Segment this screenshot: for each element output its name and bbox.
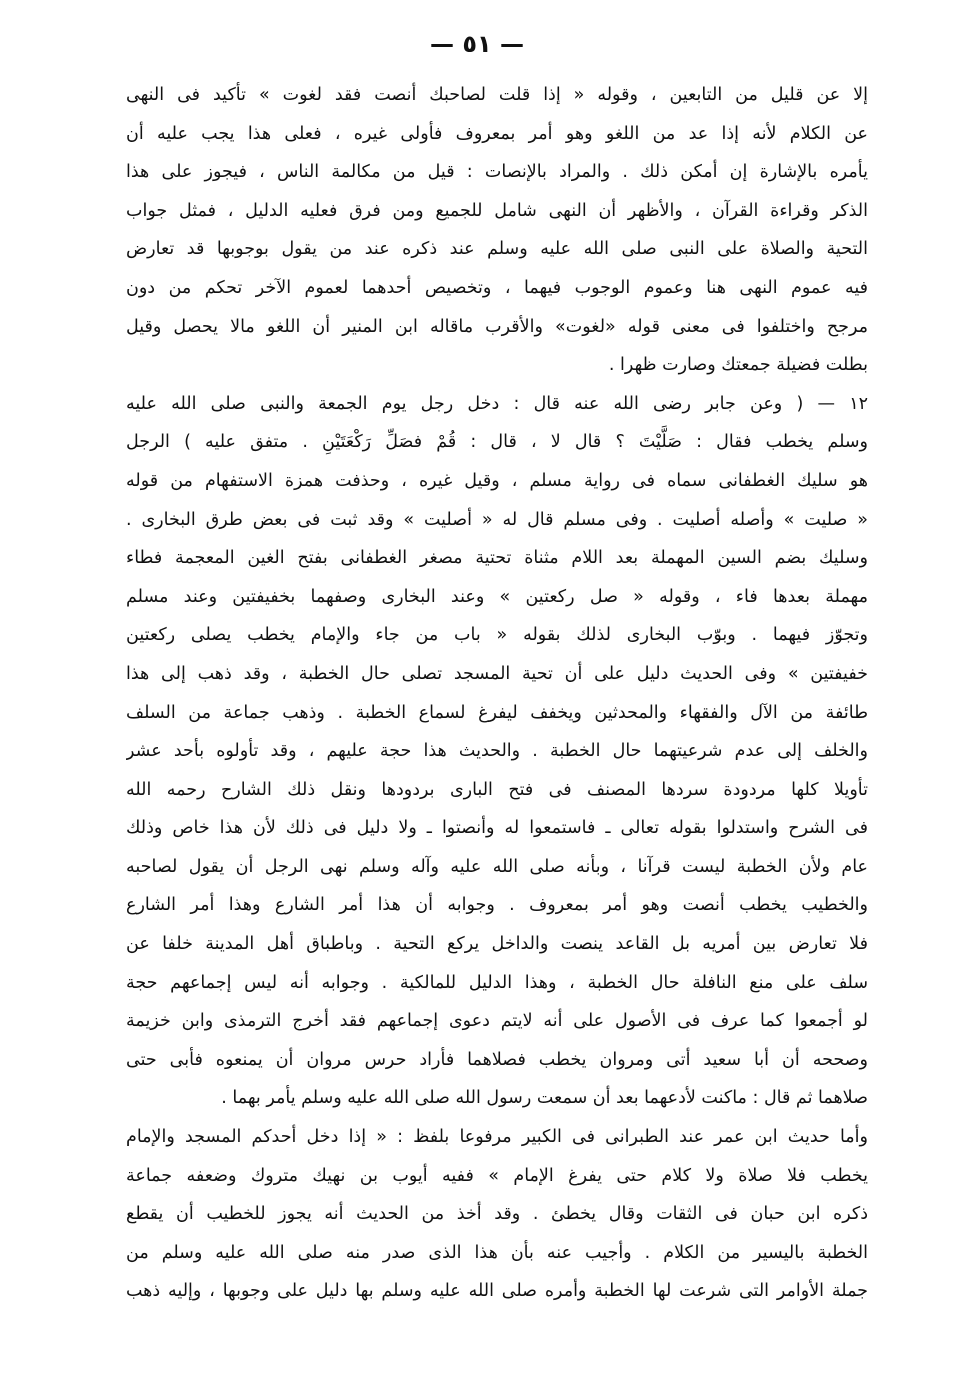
text-line: الخطبة باليسير من الكلام . وأجيب عنه بأن هذا الذى صدر منه صلى الله عليه وسلم من xyxy=(126,1242,868,1263)
page-body-text xyxy=(126,76,868,1311)
text-line: تأويلا كلها مردودة سردها المصنف فى فتح البارى بردودها ونقل ذلك الشارح رحمه الله xyxy=(126,779,868,800)
text-line: عام ولأن الخطبة ليست قرآنا ، وبأنه صلى الله عليه وآله وسلم نهى الرجل أن يقول لصاحبه xyxy=(126,856,868,877)
text-line: مهملة بعدها فاء ، وقوله « صل ركعتين » وعند البخارى وصفهما بخفيفتين وعند مسلم xyxy=(126,586,868,607)
text-line: بطلت فضيلة جمعتك وصارت ظهرا . xyxy=(608,355,868,376)
text-line: والخطيب يخطب أنصت وهو أمر بمعروف . وجوابه أن هذا أمر الشارع وهذا أمر الشارع xyxy=(126,895,868,916)
text-line: جملة الأوامر التى شرعت لها الخطبة وأمره صلى الله عليه وسلم بها دليل على وجوبها ، وإليه ذهب xyxy=(126,1281,868,1302)
text-line: فى الشرح واستدلوا بقوله تعالى ـ فاستمعوا له وأنصتوا ـ ولا دليل فى ذلك لأن هذا خاص وذلك xyxy=(126,818,868,839)
text-line: خفيفتين » وفى الحديث دليل على أن تحية المسجد تصلى حال الخطبة ، وقد ذهب إلى هذا xyxy=(126,663,868,684)
text-line: وأما حديث ابن عمر عند الطبرانى فى الكبير مرفوعا بلفظ : « إذا دخل أحدكم المسجد والإمام xyxy=(126,1127,868,1148)
text-line: مرجح واختلفوا فى معنى قوله «لغوت» والأقرب ماقاله ابن المنير أن اللغو مالا يحصل وقيل xyxy=(126,316,868,337)
text-line: فلا تعارض بين أمريه بل القاعد ينصت والداخل يركع التحية . وباطباق أهل المدينة خلفا عن xyxy=(126,934,868,955)
text-line: ذكره ابن حبان فى الثقات وقال يخطئ . وقد أخذ من الحديث أنه يجوز للخطيب أن يقطع xyxy=(126,1204,868,1225)
text-line: وسلم يخطب فقال : صَلَّيْتَ ؟ قال لا ، قال : قُمْ فصَلِّ رَكْعَتَيْنِ . متفق عليه ) الرجل xyxy=(126,432,868,453)
text-line: « صليت » وأصله أصليت . وفى مسلم قال له « أصليت » وقد ثبت فى بعض طرق البخارى . xyxy=(126,509,868,530)
text-line: وسليك بضم السين المهملة بعد اللام مثناة تحتية مصغر الغطفانى بفتح الغين المعجمة فطاء xyxy=(126,548,868,569)
text-line: لو أجمعوا كما عرف فى الأصول على أنه لايتم دعوى إجماعهم فقد أخرج الترمذى وابن خزيمة xyxy=(126,1011,868,1032)
text-line: يخطب فلا صلاة ولا كلام حتى يفرغ الإمام » ففيه أيوب بن نهيك متروك وضعفه جماعة xyxy=(126,1165,868,1186)
text-line: يأمره بالإشارة إن أمكن ذلك . والمراد بالإنصات : قيل من مكالمة الناس ، فيجوز على هذا xyxy=(126,162,868,183)
text-line: طائفة من الآل والفقهاء والمحدثين ويخفف ليفرغ لسماع الخطبة . وذهب جماعة من السلف xyxy=(126,702,868,723)
text-line: إلا عن قليل من التابعين ، وقوله « إذا قلت لصاحبك أنصت فقد لغوت » تأكيد فى النهى xyxy=(126,85,868,105)
text-line: صلاهما ثم قال : ماكنت لأدعهما بعد أن سمعت رسول الله صلى الله عليه وسلم يأمر بهما . xyxy=(221,1088,868,1109)
text-line: ١٢ — ( وعن جابر رضى الله عنه قال : دخل رجل يوم الجمعة والنبى صلى الله عليه xyxy=(126,393,868,414)
text-line: عن الكلام لأنه إذا عد من اللغو وهو أمر بمعروف فأولى غيره ، فعلى هذا يجب عليه أن xyxy=(126,123,868,144)
page-number: — ٥١ — xyxy=(429,30,524,58)
text-line: فيه عموم النهى هنا وعموم الوجوب فيهما ، وتخصيص أحدهما لعموم الآخر تحكم من دون xyxy=(126,277,868,298)
text-line: وتجوّز فيهما . وبوّب البخارى لذلك بقوله « باب من جاء والإمام يخطب يصلى ركعتين xyxy=(126,625,868,646)
text-line: والخلف إلى عدم شرعيتهما حال الخطبة . والحديث هذا حجة عليهم ، وقد تأولوه بأحد عشر xyxy=(126,741,868,762)
text-line: التحية والصلاة على النبى صلى الله عليه وسلم عند ذكره عند من يقول بوجوبها قد تعارض xyxy=(126,239,868,260)
text-line: هو سليك الغطفانى سماه فى رواية مسلم ، وقيل غيره ، وحذفت همزة الاستفهام من قوله xyxy=(126,470,868,491)
text-line: وصححه أن أبا سعيد أتى ومروان يخطب فصلاهما فأراد حرس مروان أن يمنعوه فأبى حتى xyxy=(126,1049,868,1070)
text-line: الذكر وقراءة القرآن ، والأظهر أن النهى شامل للجميع ومن فرق فعليه الدليل ، فمثل جواب xyxy=(126,200,868,221)
text-line: سلف على منع النافلة حال الخطبة ، وهذا الدليل للمالكية . وجوابه أنه ليس إجماعهم حجة xyxy=(126,972,868,993)
